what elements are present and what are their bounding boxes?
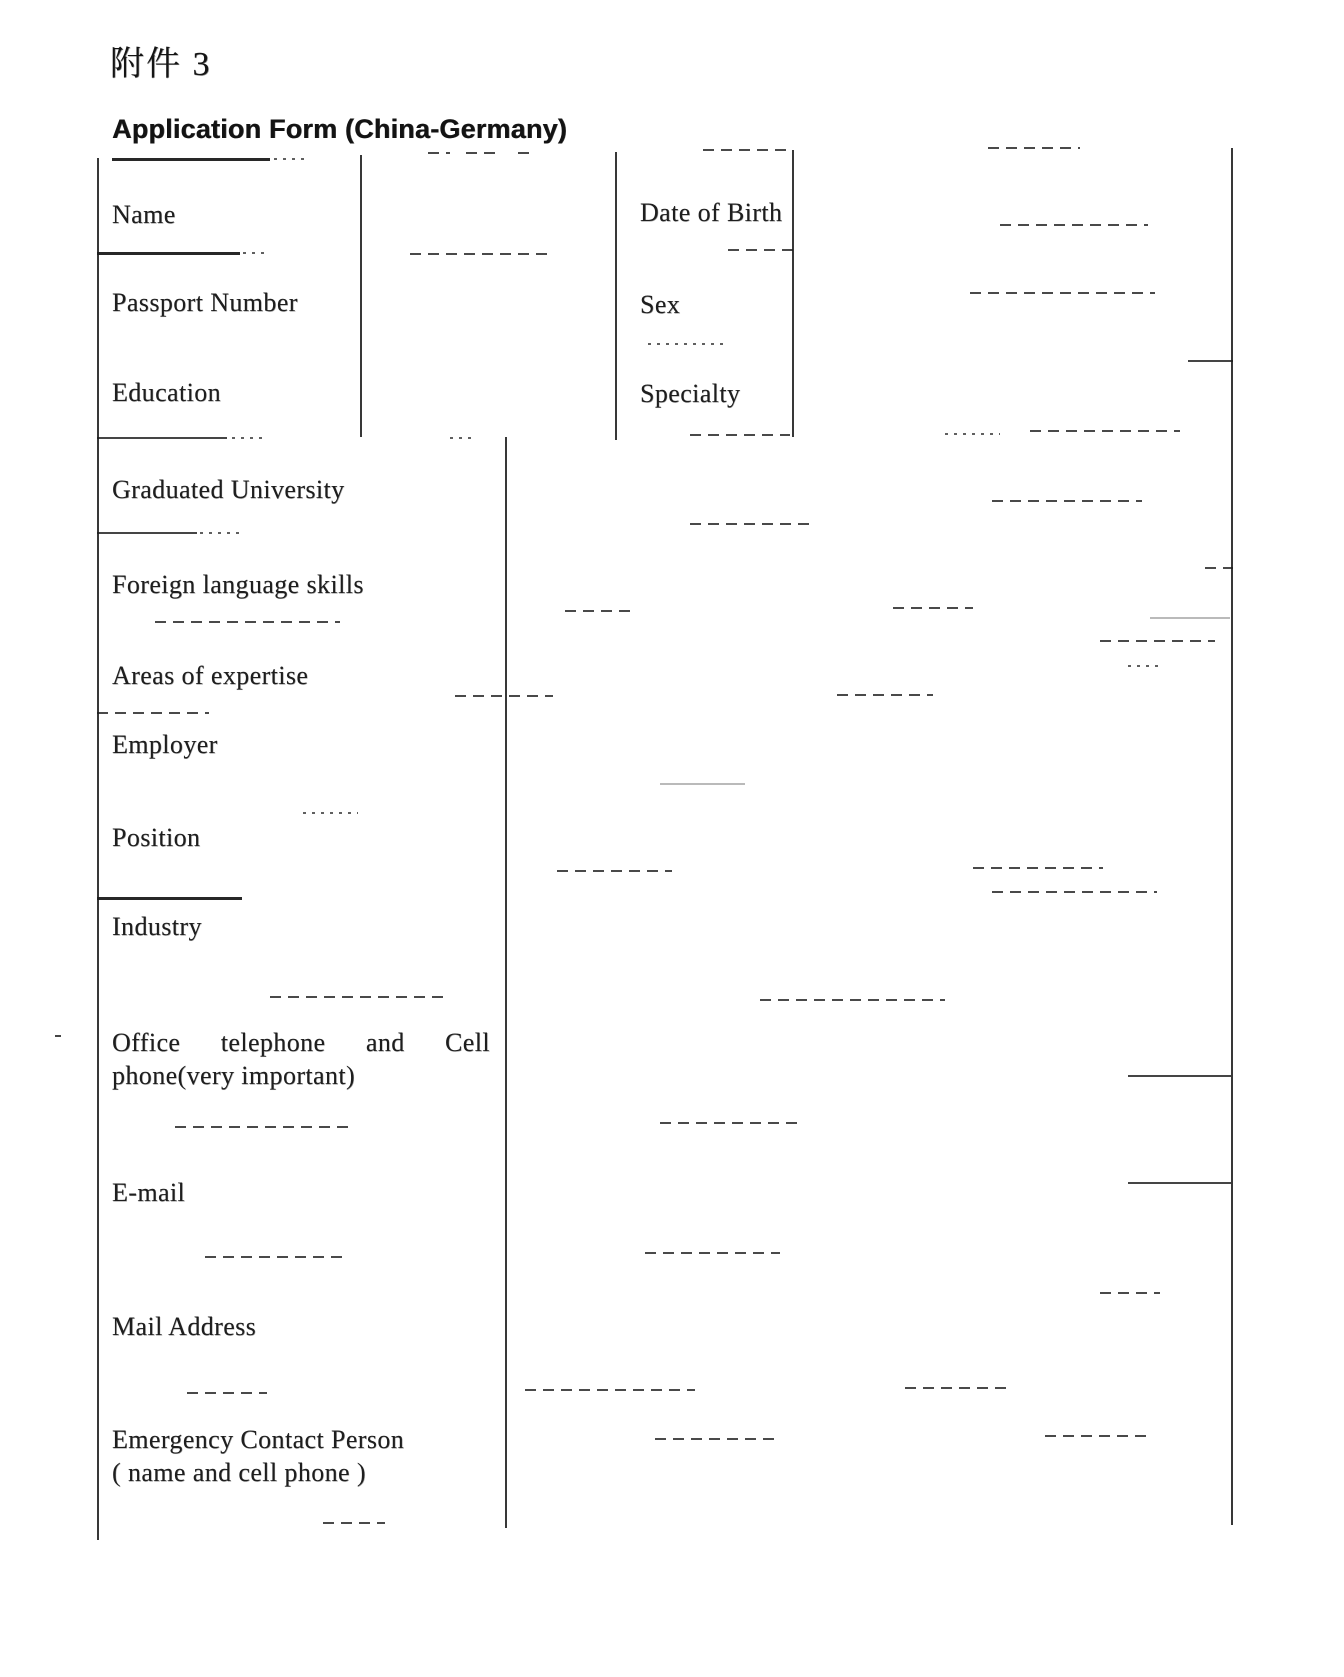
label-line: Office telephone and Cell	[112, 1028, 490, 1057]
grid-line-vertical	[97, 158, 99, 1540]
sex-label: Sex	[640, 290, 681, 319]
grid-line-horizontal	[525, 1389, 695, 1391]
grid-line-horizontal	[97, 532, 197, 534]
grid-line-horizontal	[323, 1522, 385, 1524]
email-value-cell	[515, 1135, 1220, 1250]
grid-line-horizontal	[55, 1035, 61, 1037]
grid-line-horizontal	[1150, 617, 1230, 619]
label-line: Areas of expertise	[112, 661, 309, 690]
passport-number-value-cell	[380, 258, 600, 333]
passport-number-label: Passport Number	[112, 288, 298, 317]
education-value-cell	[380, 348, 600, 428]
grid-line-horizontal	[112, 158, 270, 161]
position-label	[112, 821, 200, 854]
grid-line-horizontal	[303, 812, 358, 814]
office-telephone-label	[112, 1026, 490, 1092]
date-of-birth-value-cell	[800, 168, 1220, 243]
grid-line-vertical	[615, 152, 617, 440]
label-line: phone(very important)	[112, 1061, 356, 1090]
grid-line-horizontal	[690, 434, 790, 436]
areas-of-expertise-value-cell	[515, 630, 1220, 708]
label-line: Foreign language skills	[112, 570, 364, 599]
grid-line-horizontal	[450, 437, 472, 439]
grid-line-horizontal	[270, 996, 450, 998]
email-label	[112, 1176, 185, 1209]
grid-line-vertical	[360, 155, 362, 437]
specialty-label: Specialty	[640, 379, 741, 408]
mail-address-label	[112, 1310, 256, 1343]
grid-line-horizontal	[645, 1252, 780, 1254]
grid-line-horizontal	[410, 253, 553, 255]
sex-value-cell	[800, 258, 1220, 333]
name-label: Name	[112, 200, 176, 229]
attachment-label: 附件 3	[110, 46, 212, 83]
foreign-language-skills-value-cell	[515, 540, 1220, 615]
mail-address-value-cell	[515, 1270, 1220, 1385]
specialty-value-cell	[800, 348, 1220, 428]
grid-line-horizontal	[200, 532, 240, 534]
grid-line-horizontal	[728, 249, 794, 251]
label-line: Employer	[112, 730, 218, 759]
areas-of-expertise-label	[112, 659, 308, 692]
grid-line-horizontal	[97, 437, 227, 439]
grid-line-horizontal	[428, 152, 450, 154]
grid-line-horizontal	[97, 252, 240, 255]
grid-line-horizontal	[905, 1387, 1010, 1389]
position-value-cell	[515, 808, 1220, 893]
grid-line-horizontal	[760, 999, 945, 1001]
label-line: Mail Address	[112, 1312, 257, 1341]
emergency-contact-label	[112, 1423, 404, 1489]
label-line: Graduated University	[112, 475, 345, 504]
grid-line-horizontal	[155, 621, 340, 623]
label-line: Emergency Contact Person	[112, 1425, 405, 1454]
employer-label	[112, 728, 218, 761]
industry-value-cell	[515, 905, 1220, 990]
grid-line-vertical	[792, 150, 794, 437]
employer-value-cell	[515, 718, 1220, 803]
grid-line-horizontal	[232, 437, 262, 439]
grid-line-horizontal	[205, 1256, 345, 1258]
grid-line-horizontal	[175, 1126, 350, 1128]
grid-line-horizontal	[660, 1122, 800, 1124]
name-value-cell	[380, 168, 600, 243]
grid-line-horizontal	[466, 152, 498, 154]
industry-label	[112, 910, 202, 943]
grid-line-horizontal	[945, 433, 1000, 435]
label-line: Industry	[112, 912, 202, 941]
graduated-university-value-cell	[515, 445, 1220, 525]
label-line: Position	[112, 823, 201, 852]
emergency-contact-value-cell	[515, 1400, 1220, 1515]
grid-line-horizontal	[243, 252, 268, 254]
grid-line-horizontal	[97, 712, 209, 714]
grid-line-vertical	[505, 437, 507, 1528]
office-telephone-value-cell	[515, 1010, 1220, 1120]
grid-line-horizontal	[1030, 430, 1180, 432]
graduated-university-label	[112, 473, 345, 506]
date-of-birth-label: Date of Birth	[640, 198, 783, 227]
grid-line-horizontal	[648, 343, 723, 345]
grid-line-horizontal	[274, 158, 306, 160]
foreign-language-skills-label	[112, 568, 364, 601]
form-title: Application Form (China-Germany)	[112, 114, 567, 144]
grid-line-horizontal	[97, 897, 242, 900]
label-line: E-mail	[112, 1178, 186, 1207]
grid-line-horizontal	[518, 152, 536, 154]
education-label: Education	[112, 378, 222, 407]
grid-line-vertical	[1231, 148, 1233, 1525]
grid-line-horizontal	[703, 149, 788, 151]
grid-line-horizontal	[187, 1392, 267, 1394]
label-line: ( name and cell phone )	[112, 1458, 366, 1487]
grid-line-horizontal	[988, 147, 1080, 149]
